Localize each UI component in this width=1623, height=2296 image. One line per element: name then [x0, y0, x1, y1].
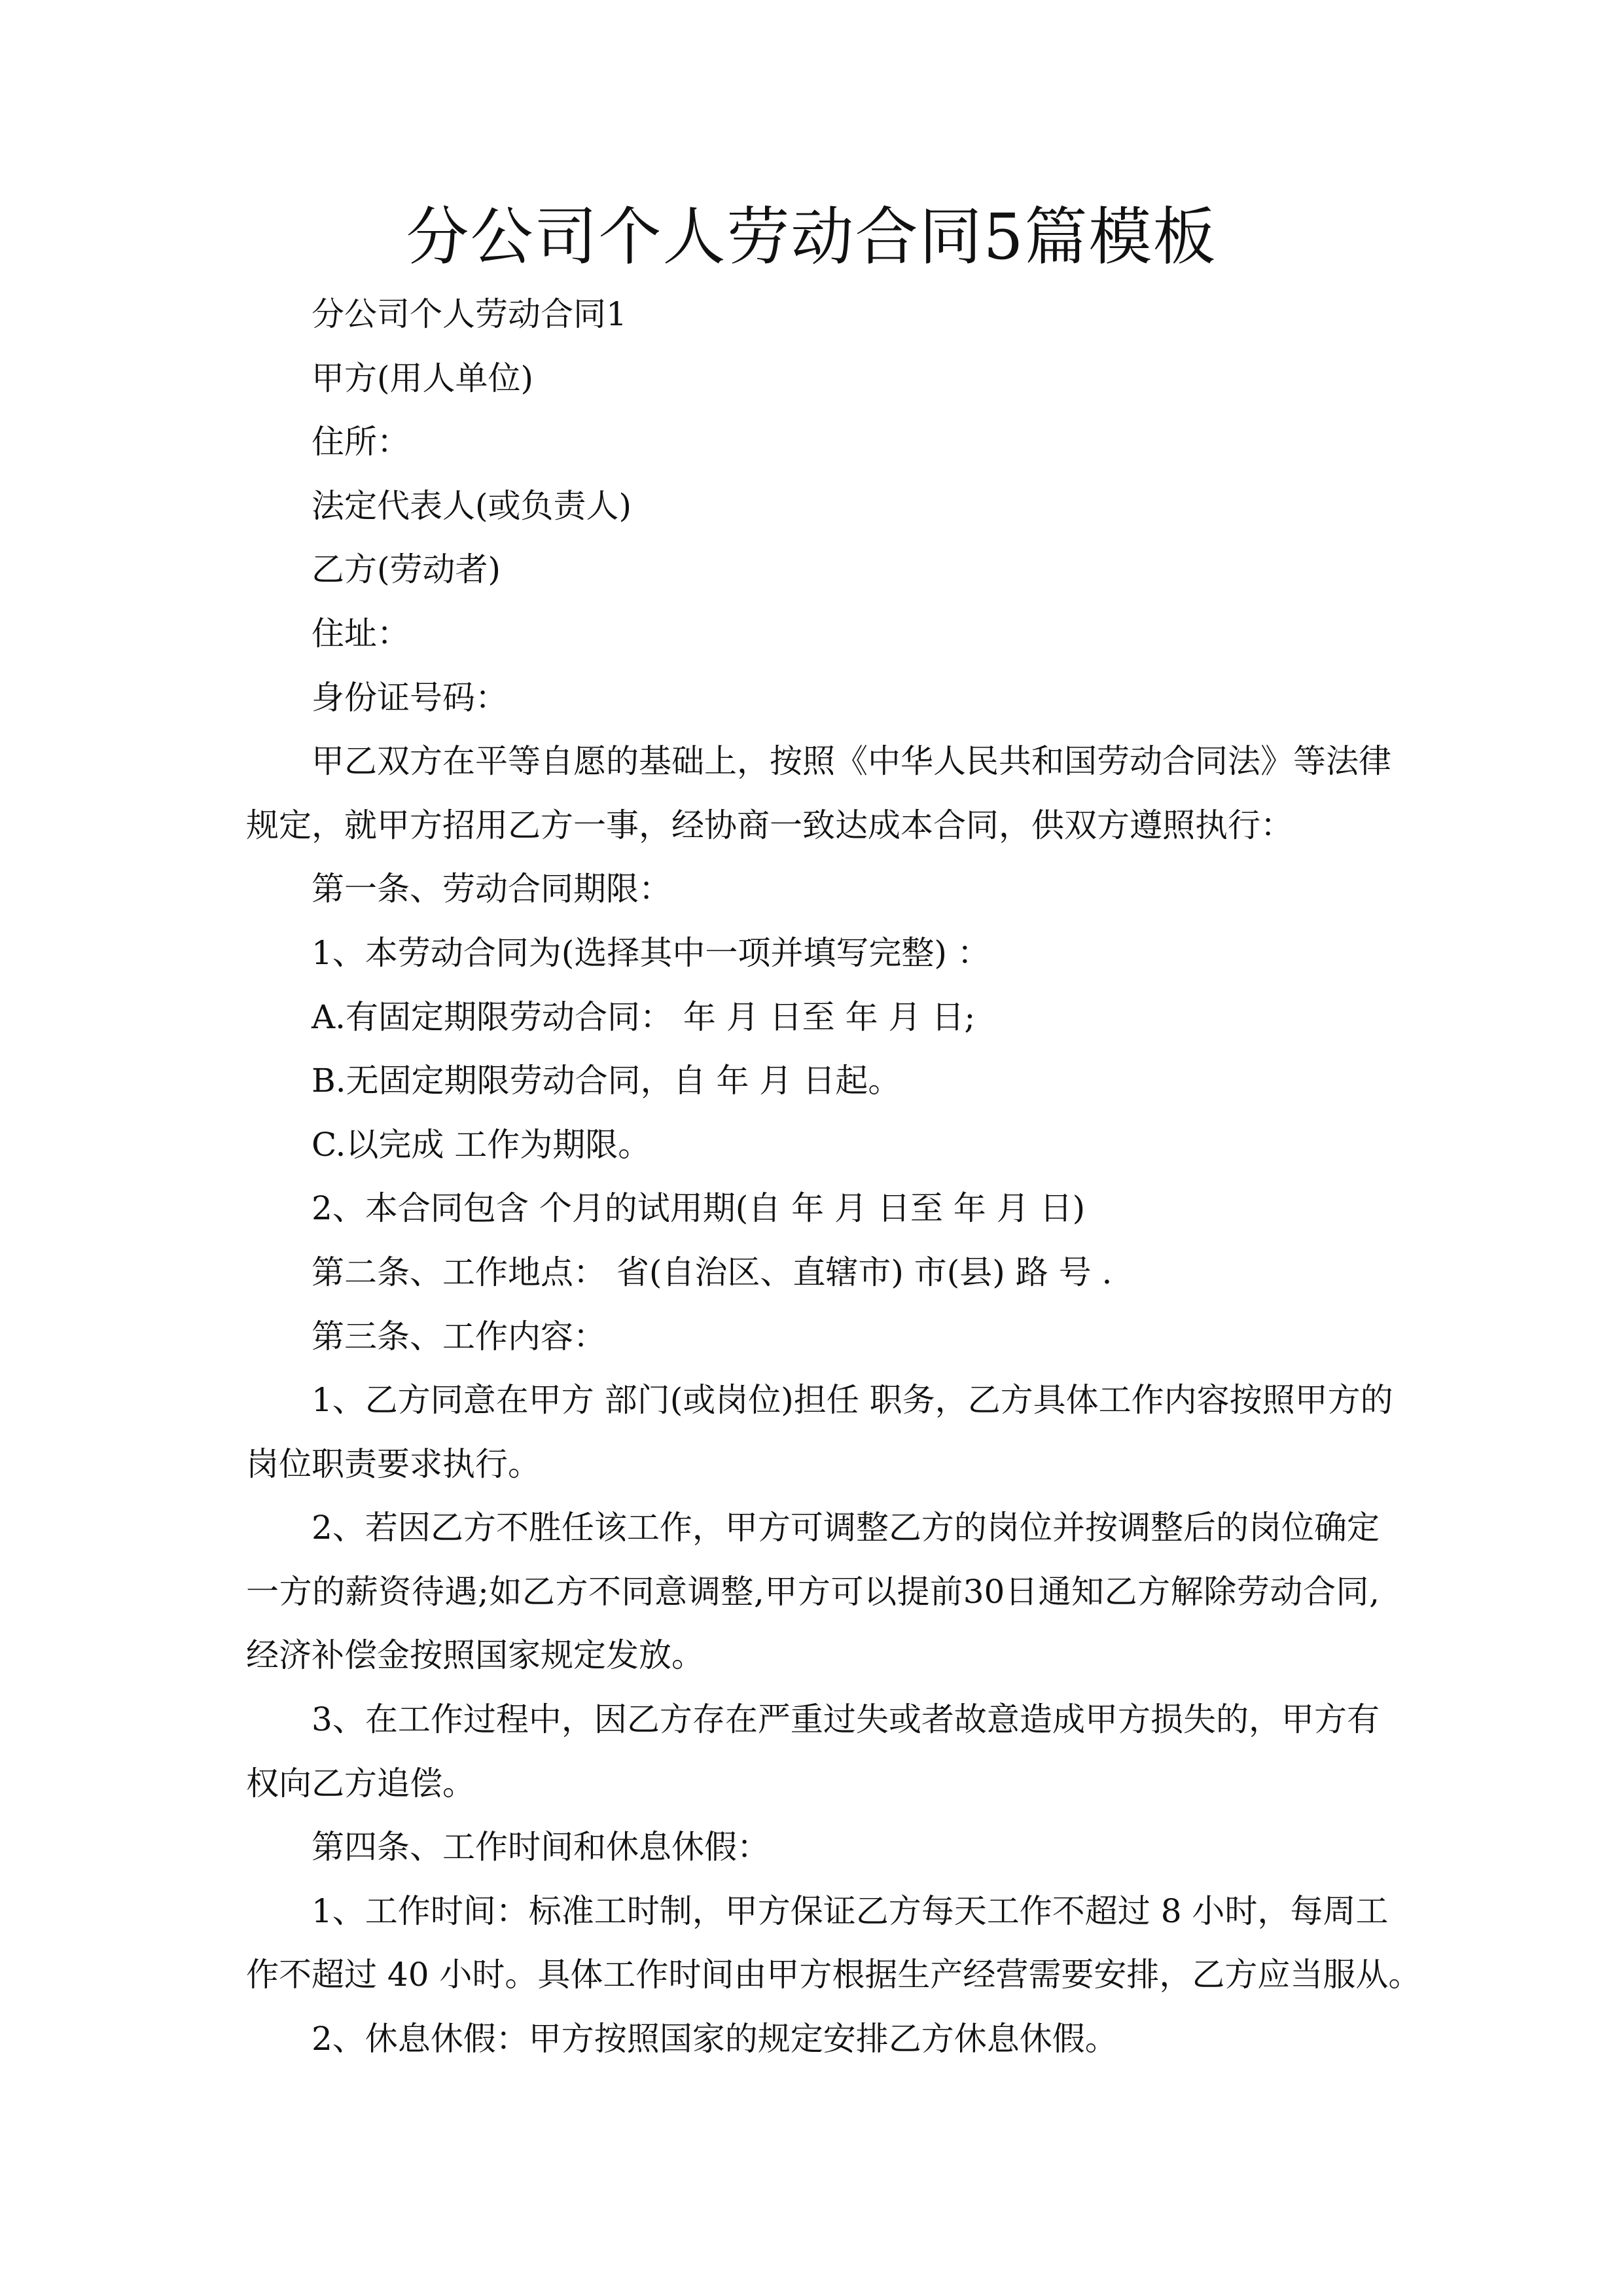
text-line: 第二条、工作地点： 省(自治区、直辖市) 市(县) 路 号 .	[312, 1253, 1113, 1291]
text-line: 作不超过 40 小时。具体工作时间由甲方根据生产经营需要安排，乙方应当服从。	[246, 1956, 1421, 1994]
text-line: 分公司个人劳动合同1	[312, 295, 627, 333]
text-line: 第一条、劳动合同期限：	[312, 870, 671, 908]
text-line: 1、乙方同意在甲方 部门(或岗位)担任 职务，乙方具体工作内容按照甲方的	[312, 1381, 1393, 1420]
text-line: B.无固定期限劳动合同，自 年 月 日起。	[312, 1062, 901, 1100]
text-line: 2、若因乙方不胜任该工作，甲方可调整乙方的岗位并按调整后的岗位确定	[312, 1509, 1380, 1547]
text-line: 甲乙双方在平等自愿的基础上，按照《中华人民共和国劳动合同法》等法律	[312, 742, 1391, 781]
text-line: 身份证号码：	[312, 678, 508, 717]
text-line: 住址：	[312, 614, 410, 653]
text-line: 岗位职责要求执行。	[246, 1444, 541, 1483]
text-line: 第三条、工作内容：	[312, 1317, 606, 1355]
text-line: 住所：	[312, 423, 410, 461]
text-line: 乙方(劳动者)	[312, 550, 501, 589]
text-line: 规定，就甲方招用乙方一事，经协商一致达成本合同，供双方遵照执行：	[246, 806, 1293, 844]
text-line: 1、工作时间：标准工时制，甲方保证乙方每天工作不超过 8 小时，每周工	[312, 1892, 1389, 1930]
document-body	[246, 283, 1421, 2072]
text-line: 一方的薪资待遇;如乙方不同意调整,甲方可以提前30日通知乙方解除劳动合同,	[246, 1572, 1380, 1611]
text-line: 第四条、工作时间和休息休假：	[312, 1828, 770, 1867]
text-line: 1、本劳动合同为(选择其中一项并填写完整) ：	[312, 933, 990, 972]
text-line: A.有固定期限劳动合同： 年 月 日至 年 月 日;	[312, 997, 976, 1036]
text-line: 经济补偿金按照国家规定发放。	[246, 1636, 704, 1675]
text-line: 2、本合同包含 个月的试用期(自 年 月 日至 年 月 日)	[312, 1189, 1086, 1228]
text-line: C.以完成 工作为期限。	[312, 1125, 651, 1164]
text-line: 3、在工作过程中，因乙方存在严重过失或者故意造成甲方损失的，甲方有	[312, 1700, 1380, 1739]
text-line: 法定代表人(或负责人)	[312, 486, 632, 525]
text-line: 甲方(用人单位)	[312, 359, 534, 397]
document-title: 分公司个人劳动合同5篇模板	[406, 200, 1217, 274]
text-line: 2、休息休假：甲方按照国家的规定安排乙方休息休假。	[312, 2020, 1118, 2058]
text-line: 权向乙方追偿。	[246, 1764, 475, 1803]
